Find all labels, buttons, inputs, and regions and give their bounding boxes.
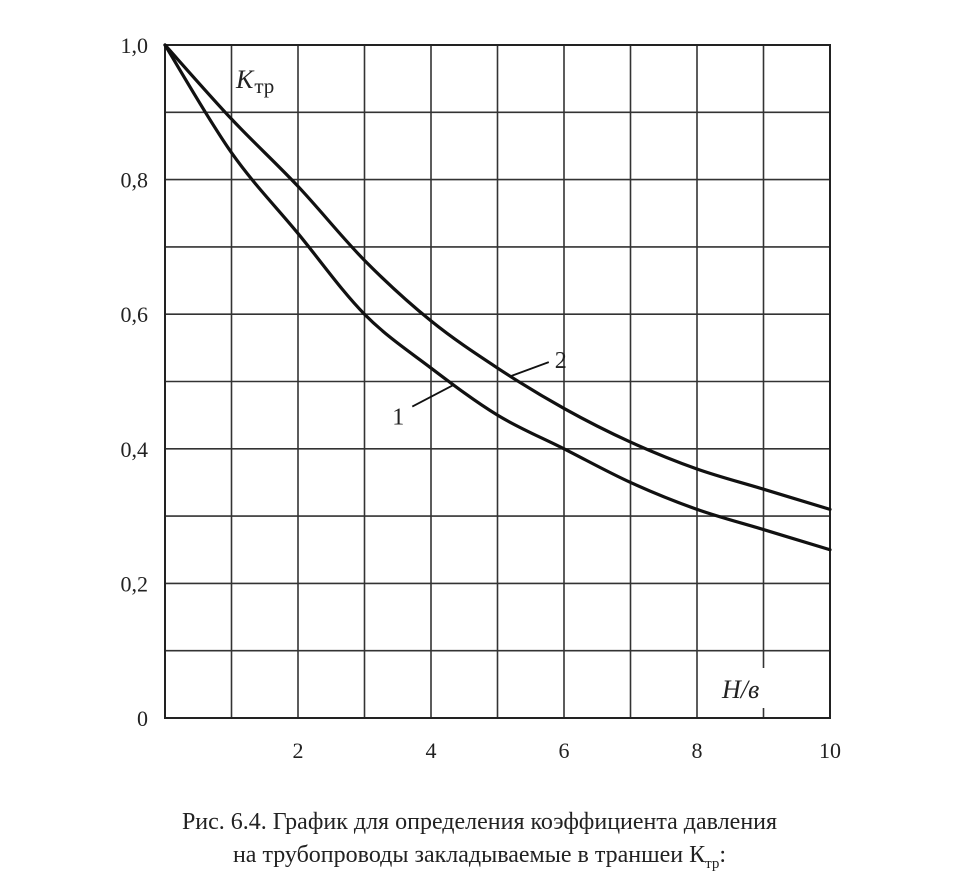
x-tick-label: 4 <box>425 738 437 763</box>
x-axis-label: H/в <box>722 675 760 704</box>
x-tick-label: 10 <box>819 738 841 763</box>
x-tick-label: 8 <box>691 738 703 763</box>
x-tick-label: 2 <box>292 738 304 763</box>
curve-label-leader-2 <box>511 362 549 376</box>
curve-label-2: 2 <box>554 348 567 375</box>
y-tick-label: 0 <box>137 706 148 731</box>
y-tick-label: 0,8 <box>120 167 148 193</box>
caption-line-2: на трубопроводы закладываемые в траншеи $К_{тр}$: <box>232 842 727 872</box>
chart-grid <box>165 45 830 718</box>
caption-line-1: Рис. 6.4. График для определения коэффициента давления <box>181 809 778 835</box>
y-tick-label: 0,2 <box>120 571 148 597</box>
y-axis-label: Kтр <box>236 65 275 98</box>
curve-label-1: 1 <box>392 404 405 431</box>
x-tick-labels <box>293 738 842 763</box>
figure-caption <box>0 806 959 881</box>
y-tick-label: 1,0 <box>120 33 148 58</box>
y-tick-label: 0,6 <box>120 302 148 328</box>
y-tick-label: 0,4 <box>120 436 148 462</box>
curve-label-leader-1 <box>412 385 454 407</box>
x-tick-label: 6 <box>558 738 570 763</box>
y-tick-labels <box>121 33 149 731</box>
